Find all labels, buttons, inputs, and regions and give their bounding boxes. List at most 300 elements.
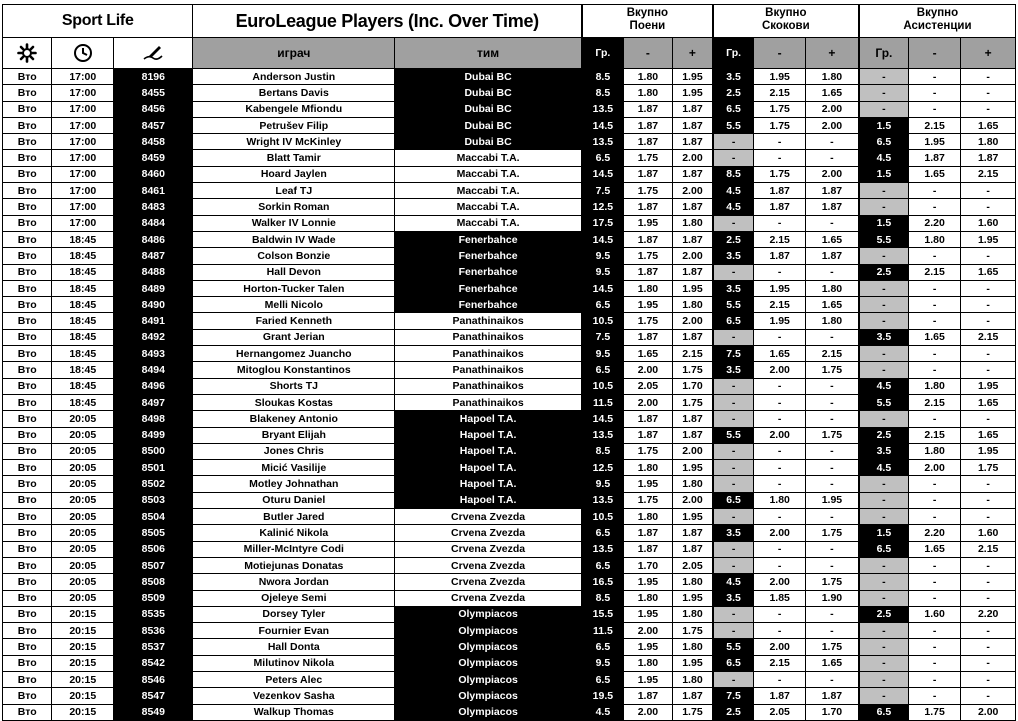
cell-team: Dubai BC <box>395 117 582 133</box>
cell-pts-plus: 1.80 <box>673 476 713 492</box>
cell-ast-minus: 2.15 <box>908 264 960 280</box>
group-header-points <box>582 5 713 38</box>
cell-pts-minus: 1.87 <box>623 427 672 443</box>
cell-time: 20:05 <box>52 476 114 492</box>
cell-code: 8546 <box>114 671 193 687</box>
cell-ast-minus: 1.87 <box>908 150 960 166</box>
cell-ast-line: 2.5 <box>859 606 908 622</box>
cell-code: 8455 <box>114 85 193 101</box>
cell-reb-plus: 1.87 <box>805 183 859 199</box>
cell-team: Fenerbahce <box>395 231 582 247</box>
cell-reb-line: - <box>713 509 754 525</box>
cell-reb-plus: - <box>805 671 859 687</box>
cell-code: 8456 <box>114 101 193 117</box>
cell-ast-plus: - <box>961 557 1016 573</box>
table-body <box>3 69 1016 721</box>
cell-day: Вто <box>3 248 52 264</box>
cell-ast-minus: 1.65 <box>908 329 960 345</box>
cell-day: Вто <box>3 297 52 313</box>
cell-reb-plus: - <box>805 443 859 459</box>
cell-player: Faried Kenneth <box>193 313 395 329</box>
cell-pts-minus: 2.00 <box>623 704 672 720</box>
cell-team: Olympiacos <box>395 671 582 687</box>
cell-ast-plus: - <box>961 183 1016 199</box>
cell-pts-plus: 1.87 <box>673 688 713 704</box>
cell-pts-plus: 1.87 <box>673 231 713 247</box>
cell-code: 8493 <box>114 346 193 362</box>
cell-code: 8549 <box>114 704 193 720</box>
cell-ast-minus: 2.00 <box>908 460 960 476</box>
cell-reb-plus: - <box>805 509 859 525</box>
cell-pts-minus: 1.80 <box>623 69 672 85</box>
cell-code: 8494 <box>114 362 193 378</box>
cell-reb-line: 3.5 <box>713 362 754 378</box>
table-row <box>3 427 1016 443</box>
cell-pts-minus: 1.87 <box>623 688 672 704</box>
cell-time: 20:15 <box>52 606 114 622</box>
table-row <box>3 378 1016 394</box>
cell-ast-plus: 1.65 <box>961 264 1016 280</box>
cell-player: Hall Donta <box>193 639 395 655</box>
cell-team: Maccabi T.A. <box>395 199 582 215</box>
cell-pts-plus: 2.05 <box>673 557 713 573</box>
cell-pts-plus: 2.00 <box>673 183 713 199</box>
odds-table <box>2 4 1016 721</box>
cell-pts-line: 6.5 <box>582 557 623 573</box>
cell-code: 8500 <box>114 443 193 459</box>
table-row <box>3 671 1016 687</box>
table-row <box>3 166 1016 182</box>
cell-reb-line: 3.5 <box>713 280 754 296</box>
cell-pts-plus: 1.87 <box>673 199 713 215</box>
cell-pts-plus: 1.95 <box>673 280 713 296</box>
cell-reb-plus: - <box>805 476 859 492</box>
cell-pts-minus: 2.00 <box>623 394 672 410</box>
cell-ast-minus: - <box>908 688 960 704</box>
cell-pts-plus: 1.80 <box>673 606 713 622</box>
cell-time: 17:00 <box>52 183 114 199</box>
cell-ast-minus: - <box>908 411 960 427</box>
gear-icon <box>3 38 52 69</box>
cell-ast-line: - <box>859 313 908 329</box>
cell-pts-plus: 1.87 <box>673 427 713 443</box>
cell-day: Вто <box>3 394 52 410</box>
cell-team: Panathinaikos <box>395 313 582 329</box>
cell-player: Ojeleye Semi <box>193 590 395 606</box>
table-row <box>3 329 1016 345</box>
cell-ast-line: - <box>859 183 908 199</box>
cell-pts-minus: 2.00 <box>623 623 672 639</box>
cell-player: Peters Alec <box>193 671 395 687</box>
cell-reb-plus: - <box>805 411 859 427</box>
cell-reb-minus: 1.95 <box>754 69 805 85</box>
cell-reb-minus: 1.75 <box>754 101 805 117</box>
table-row <box>3 231 1016 247</box>
cell-ast-minus: 1.80 <box>908 443 960 459</box>
cell-time: 18:45 <box>52 264 114 280</box>
cell-reb-plus: 1.75 <box>805 574 859 590</box>
cell-reb-plus: 2.00 <box>805 117 859 133</box>
cell-ast-line: 6.5 <box>859 134 908 150</box>
rebounds-plus-header: + <box>805 38 859 69</box>
cell-code: 8487 <box>114 248 193 264</box>
page-title: EuroLeague Players (Inc. Over Time) <box>193 5 582 38</box>
cell-ast-line: - <box>859 590 908 606</box>
cell-ast-line: - <box>859 557 908 573</box>
cell-pts-minus: 1.80 <box>623 280 672 296</box>
cell-pts-line: 6.5 <box>582 671 623 687</box>
cell-player: Oturu Daniel <box>193 492 395 508</box>
cell-time: 18:45 <box>52 378 114 394</box>
cell-reb-minus: 2.15 <box>754 85 805 101</box>
cell-player: Kalinić Nikola <box>193 525 395 541</box>
cell-ast-plus: - <box>961 297 1016 313</box>
cell-ast-line: - <box>859 671 908 687</box>
cell-time: 18:45 <box>52 329 114 345</box>
cell-pts-line: 10.5 <box>582 313 623 329</box>
cell-reb-minus: 1.87 <box>754 183 805 199</box>
cell-ast-minus: - <box>908 297 960 313</box>
cell-pts-line: 11.5 <box>582 394 623 410</box>
cell-code: 8504 <box>114 509 193 525</box>
cell-pts-line: 13.5 <box>582 541 623 557</box>
cell-time: 20:05 <box>52 460 114 476</box>
cell-ast-plus: 1.65 <box>961 394 1016 410</box>
cell-reb-line: - <box>713 394 754 410</box>
table-row <box>3 199 1016 215</box>
cell-day: Вто <box>3 509 52 525</box>
cell-ast-minus: - <box>908 509 960 525</box>
cell-pts-line: 16.5 <box>582 574 623 590</box>
cell-ast-minus: 2.15 <box>908 427 960 443</box>
cell-time: 18:45 <box>52 313 114 329</box>
cell-player: Motley Johnathan <box>193 476 395 492</box>
cell-ast-plus: 2.00 <box>961 704 1016 720</box>
cell-pts-line: 9.5 <box>582 248 623 264</box>
cell-team: Fenerbahce <box>395 280 582 296</box>
cell-pts-line: 8.5 <box>582 85 623 101</box>
cell-reb-line: 5.5 <box>713 117 754 133</box>
cell-reb-plus: - <box>805 557 859 573</box>
cell-pts-minus: 1.95 <box>623 297 672 313</box>
cell-time: 20:05 <box>52 427 114 443</box>
cell-code: 8535 <box>114 606 193 622</box>
cell-ast-line: - <box>859 639 908 655</box>
cell-reb-minus: 1.65 <box>754 346 805 362</box>
cell-pts-minus: 1.95 <box>623 215 672 231</box>
cell-team: Olympiacos <box>395 606 582 622</box>
cell-day: Вто <box>3 101 52 117</box>
cell-code: 8507 <box>114 557 193 573</box>
cell-ast-minus: - <box>908 623 960 639</box>
cell-pts-line: 13.5 <box>582 101 623 117</box>
cell-ast-plus: 1.75 <box>961 460 1016 476</box>
cell-time: 17:00 <box>52 166 114 182</box>
cell-ast-line: 2.5 <box>859 264 908 280</box>
cell-ast-minus: 1.80 <box>908 231 960 247</box>
cell-reb-minus: - <box>754 541 805 557</box>
cell-reb-minus: - <box>754 443 805 459</box>
cell-time: 17:00 <box>52 85 114 101</box>
cell-ast-minus: 1.65 <box>908 166 960 182</box>
cell-reb-minus: 2.05 <box>754 704 805 720</box>
table-row <box>3 590 1016 606</box>
cell-team: Maccabi T.A. <box>395 150 582 166</box>
cell-ast-line: - <box>859 85 908 101</box>
cell-ast-line: - <box>859 362 908 378</box>
cell-pts-minus: 1.87 <box>623 525 672 541</box>
cell-team: Hapoel T.A. <box>395 443 582 459</box>
cell-ast-plus: 1.95 <box>961 443 1016 459</box>
cell-player: Micić Vasilije <box>193 460 395 476</box>
cell-pts-line: 6.5 <box>582 150 623 166</box>
cell-team: Maccabi T.A. <box>395 183 582 199</box>
cell-reb-line: 6.5 <box>713 313 754 329</box>
cell-player: Hernangomez Juancho <box>193 346 395 362</box>
cell-reb-minus: - <box>754 623 805 639</box>
cell-ast-line: 3.5 <box>859 329 908 345</box>
cell-pts-line: 10.5 <box>582 509 623 525</box>
cell-time: 18:45 <box>52 346 114 362</box>
cell-pts-plus: 1.87 <box>673 134 713 150</box>
cell-reb-minus: 1.80 <box>754 492 805 508</box>
cell-ast-plus: - <box>961 199 1016 215</box>
cell-time: 20:05 <box>52 411 114 427</box>
cell-ast-minus: - <box>908 313 960 329</box>
cell-team: Crvena Zvezda <box>395 509 582 525</box>
cell-reb-line: 2.5 <box>713 704 754 720</box>
cell-player: Jones Chris <box>193 443 395 459</box>
cell-pts-line: 19.5 <box>582 688 623 704</box>
cell-ast-line: - <box>859 476 908 492</box>
assists-minus-header: - <box>908 38 960 69</box>
cell-reb-line: 6.5 <box>713 101 754 117</box>
table-row <box>3 85 1016 101</box>
cell-pts-plus: 1.87 <box>673 329 713 345</box>
cell-day: Вто <box>3 85 52 101</box>
cell-ast-plus: - <box>961 688 1016 704</box>
cell-ast-line: 1.5 <box>859 166 908 182</box>
cell-reb-plus: 2.00 <box>805 101 859 117</box>
cell-code: 8460 <box>114 166 193 182</box>
cell-day: Вто <box>3 231 52 247</box>
cell-team: Panathinaikos <box>395 394 582 410</box>
group-points-label: Вкупно Поени <box>626 7 669 32</box>
cell-code: 8489 <box>114 280 193 296</box>
cell-time: 17:00 <box>52 199 114 215</box>
table-row <box>3 476 1016 492</box>
cell-ast-line: - <box>859 248 908 264</box>
cell-pts-minus: 1.70 <box>623 557 672 573</box>
cell-ast-line: 1.5 <box>859 215 908 231</box>
group-assists-label: Вкупно Асистенции <box>903 7 972 32</box>
table-row <box>3 688 1016 704</box>
cell-reb-plus: 1.65 <box>805 297 859 313</box>
cell-ast-minus: - <box>908 346 960 362</box>
cell-day: Вто <box>3 150 52 166</box>
cell-reb-line: 6.5 <box>713 492 754 508</box>
cell-pts-plus: 1.87 <box>673 166 713 182</box>
cell-reb-line: - <box>713 557 754 573</box>
cell-time: 18:45 <box>52 394 114 410</box>
cell-player: Melli Nicolo <box>193 297 395 313</box>
cell-reb-minus: 2.00 <box>754 525 805 541</box>
cell-team: Dubai BC <box>395 134 582 150</box>
cell-code: 8490 <box>114 297 193 313</box>
cell-ast-line: 4.5 <box>859 378 908 394</box>
cell-pts-minus: 1.75 <box>623 492 672 508</box>
cell-pts-line: 7.5 <box>582 329 623 345</box>
cell-player: Petrušev Filip <box>193 117 395 133</box>
cell-ast-line: - <box>859 574 908 590</box>
cell-reb-line: - <box>713 329 754 345</box>
cell-ast-line: 5.5 <box>859 394 908 410</box>
table-row <box>3 346 1016 362</box>
cell-ast-plus: - <box>961 655 1016 671</box>
cell-reb-line: 2.5 <box>713 231 754 247</box>
cell-reb-plus: 1.87 <box>805 199 859 215</box>
table-row <box>3 541 1016 557</box>
cell-ast-plus: 2.20 <box>961 606 1016 622</box>
cell-ast-minus: 1.65 <box>908 541 960 557</box>
table-row <box>3 639 1016 655</box>
cell-ast-minus: 2.20 <box>908 525 960 541</box>
cell-day: Вто <box>3 688 52 704</box>
cell-ast-plus: 1.95 <box>961 378 1016 394</box>
cell-reb-plus: 1.87 <box>805 248 859 264</box>
cell-pts-line: 7.5 <box>582 183 623 199</box>
cell-player: Wright IV McKinley <box>193 134 395 150</box>
cell-player: Butler Jared <box>193 509 395 525</box>
cell-team: Panathinaikos <box>395 378 582 394</box>
cell-pts-plus: 1.80 <box>673 671 713 687</box>
cell-code: 8491 <box>114 313 193 329</box>
cell-reb-minus: 1.95 <box>754 280 805 296</box>
cell-pts-plus: 1.75 <box>673 362 713 378</box>
cell-day: Вто <box>3 671 52 687</box>
cell-reb-plus: - <box>805 606 859 622</box>
cell-team: Crvena Zvezda <box>395 574 582 590</box>
cell-ast-plus: 2.15 <box>961 541 1016 557</box>
cell-time: 20:05 <box>52 492 114 508</box>
cell-ast-plus: - <box>961 101 1016 117</box>
table-row <box>3 215 1016 231</box>
cell-reb-plus: 2.15 <box>805 346 859 362</box>
cell-pts-plus: 1.95 <box>673 509 713 525</box>
table-row <box>3 623 1016 639</box>
cell-ast-line: 6.5 <box>859 704 908 720</box>
cell-ast-minus: - <box>908 574 960 590</box>
cell-reb-line: 8.5 <box>713 166 754 182</box>
cell-ast-line: - <box>859 411 908 427</box>
cell-reb-minus: 2.15 <box>754 297 805 313</box>
cell-time: 18:45 <box>52 231 114 247</box>
cell-code: 8488 <box>114 264 193 280</box>
cell-ast-minus: - <box>908 280 960 296</box>
cell-player: Horton-Tucker Talen <box>193 280 395 296</box>
cell-ast-minus: 1.75 <box>908 704 960 720</box>
cell-code: 8509 <box>114 590 193 606</box>
cell-pts-line: 8.5 <box>582 443 623 459</box>
cell-reb-line: 3.5 <box>713 590 754 606</box>
cell-ast-plus: - <box>961 248 1016 264</box>
cell-pts-line: 12.5 <box>582 199 623 215</box>
cell-pts-line: 6.5 <box>582 297 623 313</box>
cell-reb-plus: - <box>805 134 859 150</box>
cell-pts-plus: 1.95 <box>673 69 713 85</box>
cell-day: Вто <box>3 590 52 606</box>
cell-ast-minus: 2.15 <box>908 394 960 410</box>
cell-player: Bertans Davis <box>193 85 395 101</box>
cell-code: 8196 <box>114 69 193 85</box>
cell-ast-plus: - <box>961 411 1016 427</box>
cell-code: 8537 <box>114 639 193 655</box>
cell-player: Grant Jerian <box>193 329 395 345</box>
cell-reb-plus: 1.75 <box>805 639 859 655</box>
cell-day: Вто <box>3 525 52 541</box>
cell-pts-minus: 1.87 <box>623 541 672 557</box>
col-player-header: играч <box>193 38 395 69</box>
cell-pts-line: 11.5 <box>582 623 623 639</box>
cell-ast-line: - <box>859 492 908 508</box>
cell-pts-line: 15.5 <box>582 606 623 622</box>
cell-ast-plus: - <box>961 574 1016 590</box>
cell-reb-plus: - <box>805 264 859 280</box>
cell-reb-line: 5.5 <box>713 297 754 313</box>
cell-reb-plus: - <box>805 150 859 166</box>
cell-code: 8547 <box>114 688 193 704</box>
points-line-header: Гр. <box>582 38 623 69</box>
cell-player: Leaf TJ <box>193 183 395 199</box>
cell-reb-minus: 1.95 <box>754 313 805 329</box>
cell-pts-minus: 1.75 <box>623 443 672 459</box>
cell-pts-minus: 1.80 <box>623 460 672 476</box>
table-row <box>3 492 1016 508</box>
cell-player: Hall Devon <box>193 264 395 280</box>
cell-day: Вто <box>3 264 52 280</box>
cell-time: 18:45 <box>52 280 114 296</box>
table-row <box>3 606 1016 622</box>
cell-pts-plus: 2.00 <box>673 492 713 508</box>
cell-team: Fenerbahce <box>395 264 582 280</box>
table-row <box>3 411 1016 427</box>
cell-reb-plus: - <box>805 623 859 639</box>
cell-pts-plus: 1.95 <box>673 655 713 671</box>
cell-code: 8499 <box>114 427 193 443</box>
cell-ast-plus: 1.87 <box>961 150 1016 166</box>
cell-team: Hapoel T.A. <box>395 411 582 427</box>
table-row <box>3 362 1016 378</box>
cell-reb-line: - <box>713 443 754 459</box>
cell-day: Вто <box>3 329 52 345</box>
cell-pts-minus: 1.87 <box>623 117 672 133</box>
cell-reb-line: 5.5 <box>713 427 754 443</box>
cell-reb-plus: - <box>805 215 859 231</box>
cell-ast-minus: - <box>908 590 960 606</box>
cell-ast-plus: - <box>961 280 1016 296</box>
cell-code: 8496 <box>114 378 193 394</box>
cell-pts-plus: 1.95 <box>673 460 713 476</box>
cell-pts-line: 17.5 <box>582 215 623 231</box>
cell-pts-minus: 1.87 <box>623 134 672 150</box>
cell-team: Olympiacos <box>395 688 582 704</box>
points-minus-header: - <box>623 38 672 69</box>
cell-pts-minus: 1.80 <box>623 85 672 101</box>
cell-pts-plus: 1.87 <box>673 117 713 133</box>
cell-pts-plus: 2.00 <box>673 248 713 264</box>
cell-team: Panathinaikos <box>395 362 582 378</box>
cell-reb-line: - <box>713 460 754 476</box>
